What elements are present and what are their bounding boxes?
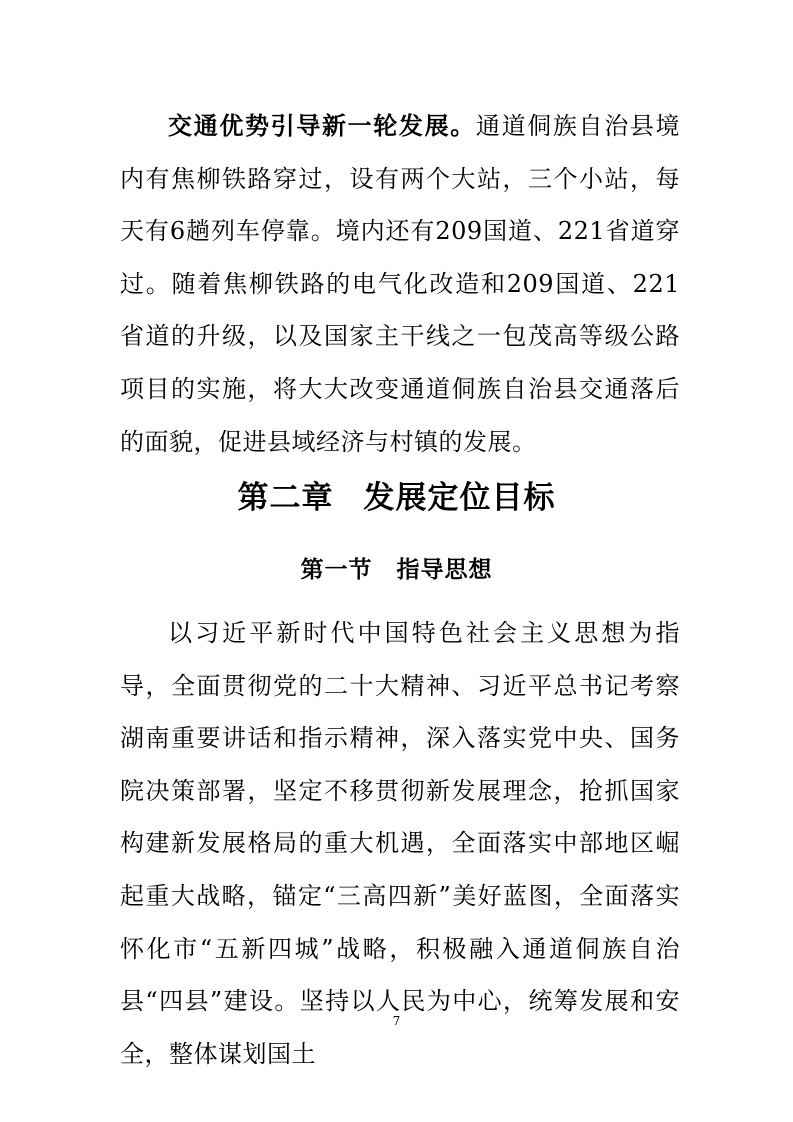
paragraph-body-text: 以习近平新时代中国特色社会主义思想为指导，全面贯彻党的二十大精神、习近平总书记考察湖南重要讲话和指示精神，深入落实党中央、国务院决策部署，坚定不移贯彻新发展理念，抢抓国家构建新发展格局的重大机遇，全面落实中部地区崛起重大战略，锚定“三高四新”美好蓝图，全面落实怀化市“五新四城”战略，积极融入通道侗族自治县“四县”建设。坚持以人民为中心，统筹发展和安全，整体谋划国土 bbox=[120, 619, 680, 1068]
paragraph-transport-advantage bbox=[120, 100, 680, 468]
chapter-title: 发展定位目标 bbox=[363, 480, 556, 516]
chapter-number: 第二章 bbox=[237, 480, 334, 516]
paragraph-lead-heading: 交通优势引导新一轮发展。 bbox=[168, 112, 476, 140]
page-number: 7 bbox=[392, 1014, 401, 1028]
section-title: 指导思想 bbox=[396, 557, 493, 583]
section-heading bbox=[0, 550, 793, 590]
paragraph-guiding-ideology bbox=[120, 607, 680, 1080]
chapter-heading bbox=[0, 474, 793, 522]
paragraph-body-text: 通道侗族自治县境内有焦柳铁路穿过，设有两个大站，三个小站，每天有6趟列车停靠。境内还有209国道、221省道穿过。随着焦柳铁路的电气化改造和209国道、221省道的升级，以及国家主干线之一包茂高等级公路项目的实施，将大大改变通道侗族自治县交通落后的面貌，促进县域经济与村镇的发展。 bbox=[120, 112, 681, 456]
section-number: 第一节 bbox=[300, 557, 373, 583]
